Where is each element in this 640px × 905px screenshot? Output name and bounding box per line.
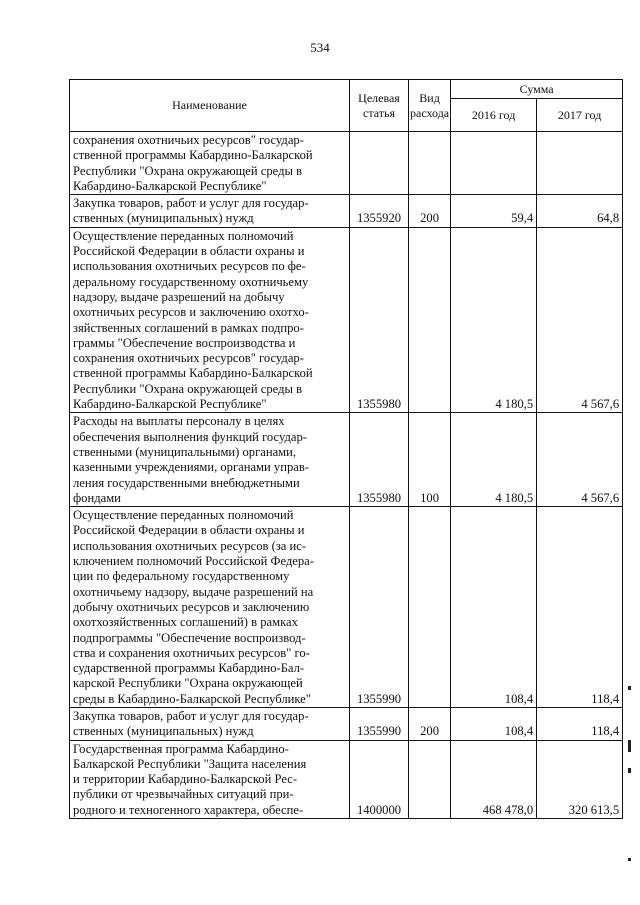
row-target-code: 1355980 <box>350 413 409 507</box>
table-row <box>70 195 623 228</box>
header-kind: Вид расхода <box>409 80 451 132</box>
row-sum-2017: 4 567,6 <box>537 413 623 507</box>
row-expense-kind <box>409 227 451 413</box>
row-name-cell <box>70 740 350 818</box>
row-target-code: 1355920 <box>350 195 409 228</box>
row-expense-kind: 100 <box>409 413 451 507</box>
header-target: Целевая статья <box>350 80 409 132</box>
row-target-code: 1355980 <box>350 227 409 413</box>
row-name-cell <box>70 707 350 740</box>
row-sum-2017 <box>537 132 623 195</box>
row-expense-kind <box>409 132 451 195</box>
page-number: 534 <box>310 40 330 55</box>
row-name-cell <box>70 413 350 507</box>
row-target-code: 1355990 <box>350 707 409 740</box>
row-sum-2017: 4 567,6 <box>537 227 623 413</box>
header-year-2016: 2016 год <box>451 99 537 132</box>
row-target-code <box>350 132 409 195</box>
row-name-cell <box>70 227 350 413</box>
row-name-text: Осуществление переданных полномочий Российской Федерации в области охраны и использования охотничьих ресурсов (за ис- ключением полномочий Российской Федера- ции по федеральному государственному охотничьему надзору, выдаче разрешений на добычу охотничьих ресурсов и заключению охотхозяйственных соглашений) в рамках подпрограммы "Обеспечение воспроизвод- ства и сохранения охотничьих ресурсов" го- сударственной программы Кабардино-Бал- карской Республики "Охрана окружающей среды в Кабардино-Балкарской Республике" <box>73 508 314 706</box>
row-sum-2016: 468 478,0 <box>451 740 537 818</box>
row-sum-2016: 108,4 <box>451 707 537 740</box>
row-name-text: Закупка товаров, работ и услуг для государ- ственных (муниципальных) нужд <box>73 196 309 226</box>
scan-edge-mark <box>628 740 631 752</box>
row-expense-kind: 200 <box>409 707 451 740</box>
header-year-2017: 2017 год <box>537 99 623 132</box>
table-row <box>70 740 623 818</box>
header-sum: Сумма <box>451 80 623 99</box>
table-row <box>70 132 623 195</box>
row-target-code: 1355990 <box>350 507 409 708</box>
scan-edge-mark <box>628 768 631 773</box>
row-sum-2016 <box>451 132 537 195</box>
row-sum-2017: 320 613,5 <box>537 740 623 818</box>
row-name-cell <box>70 195 350 228</box>
table-row <box>70 507 623 708</box>
row-sum-2016: 108,4 <box>451 507 537 708</box>
row-name-text: Закупка товаров, работ и услуг для государ- ственных (муниципальных) нужд <box>73 708 309 739</box>
scan-edge-mark <box>628 858 631 861</box>
row-name-text: Осуществление переданных полномочий Российской Федерации в области охраны и использования охотничьих ресурсов по фе- деральному государственному охотничьему надзору, выдаче разрешений на добычу охотничьих ресурсов и заключению охотхо- зяйственных соглашений в рамках подпро- граммы "Обеспечение воспроизводства и сохранения охотничьих ресурсов" государ- ственной программы Кабардино-Балкарской Республики "Охрана окружающей среды в Кабардино-Балкарской Республике" <box>73 228 313 412</box>
row-target-code: 1400000 <box>350 740 409 818</box>
scan-edge-mark <box>628 686 631 690</box>
row-expense-kind <box>409 740 451 818</box>
row-sum-2017: 118,4 <box>537 707 623 740</box>
row-sum-2017: 118,4 <box>537 507 623 708</box>
row-expense-kind: 200 <box>409 195 451 228</box>
row-name-cell <box>70 507 350 708</box>
row-sum-2016: 4 180,5 <box>451 227 537 413</box>
table-row <box>70 227 623 413</box>
row-sum-2016: 59,4 <box>451 195 537 228</box>
row-expense-kind <box>409 507 451 708</box>
row-name-text: сохранения охотничьих ресурсов" государ- ственной программы Кабардино-Балкарской Республики "Охрана окружающей среды в Кабардино-Балкарской Республике" <box>73 133 313 193</box>
table-row <box>70 413 623 507</box>
table-row <box>70 707 623 740</box>
header-name: Наименование <box>70 80 350 132</box>
row-sum-2017: 64,8 <box>537 195 623 228</box>
row-name-text: Государственная программа Кабардино- Балкарской Республики "Защита населения и территории Кабардино-Балкарской Рес- публики от чрезвычайных ситуаций при- родного и техногенного характера, обеспе- <box>73 741 307 817</box>
row-name-cell <box>70 132 350 195</box>
row-sum-2016: 4 180,5 <box>451 413 537 507</box>
budget-table <box>69 79 623 819</box>
row-name-text: Расходы на выплаты персоналу в целях обеспечения выполнения функций государ- ственными (муниципальными) органами, казенными учреждениями, органами управ- ления государственными внебюджетными фондами <box>73 414 309 505</box>
